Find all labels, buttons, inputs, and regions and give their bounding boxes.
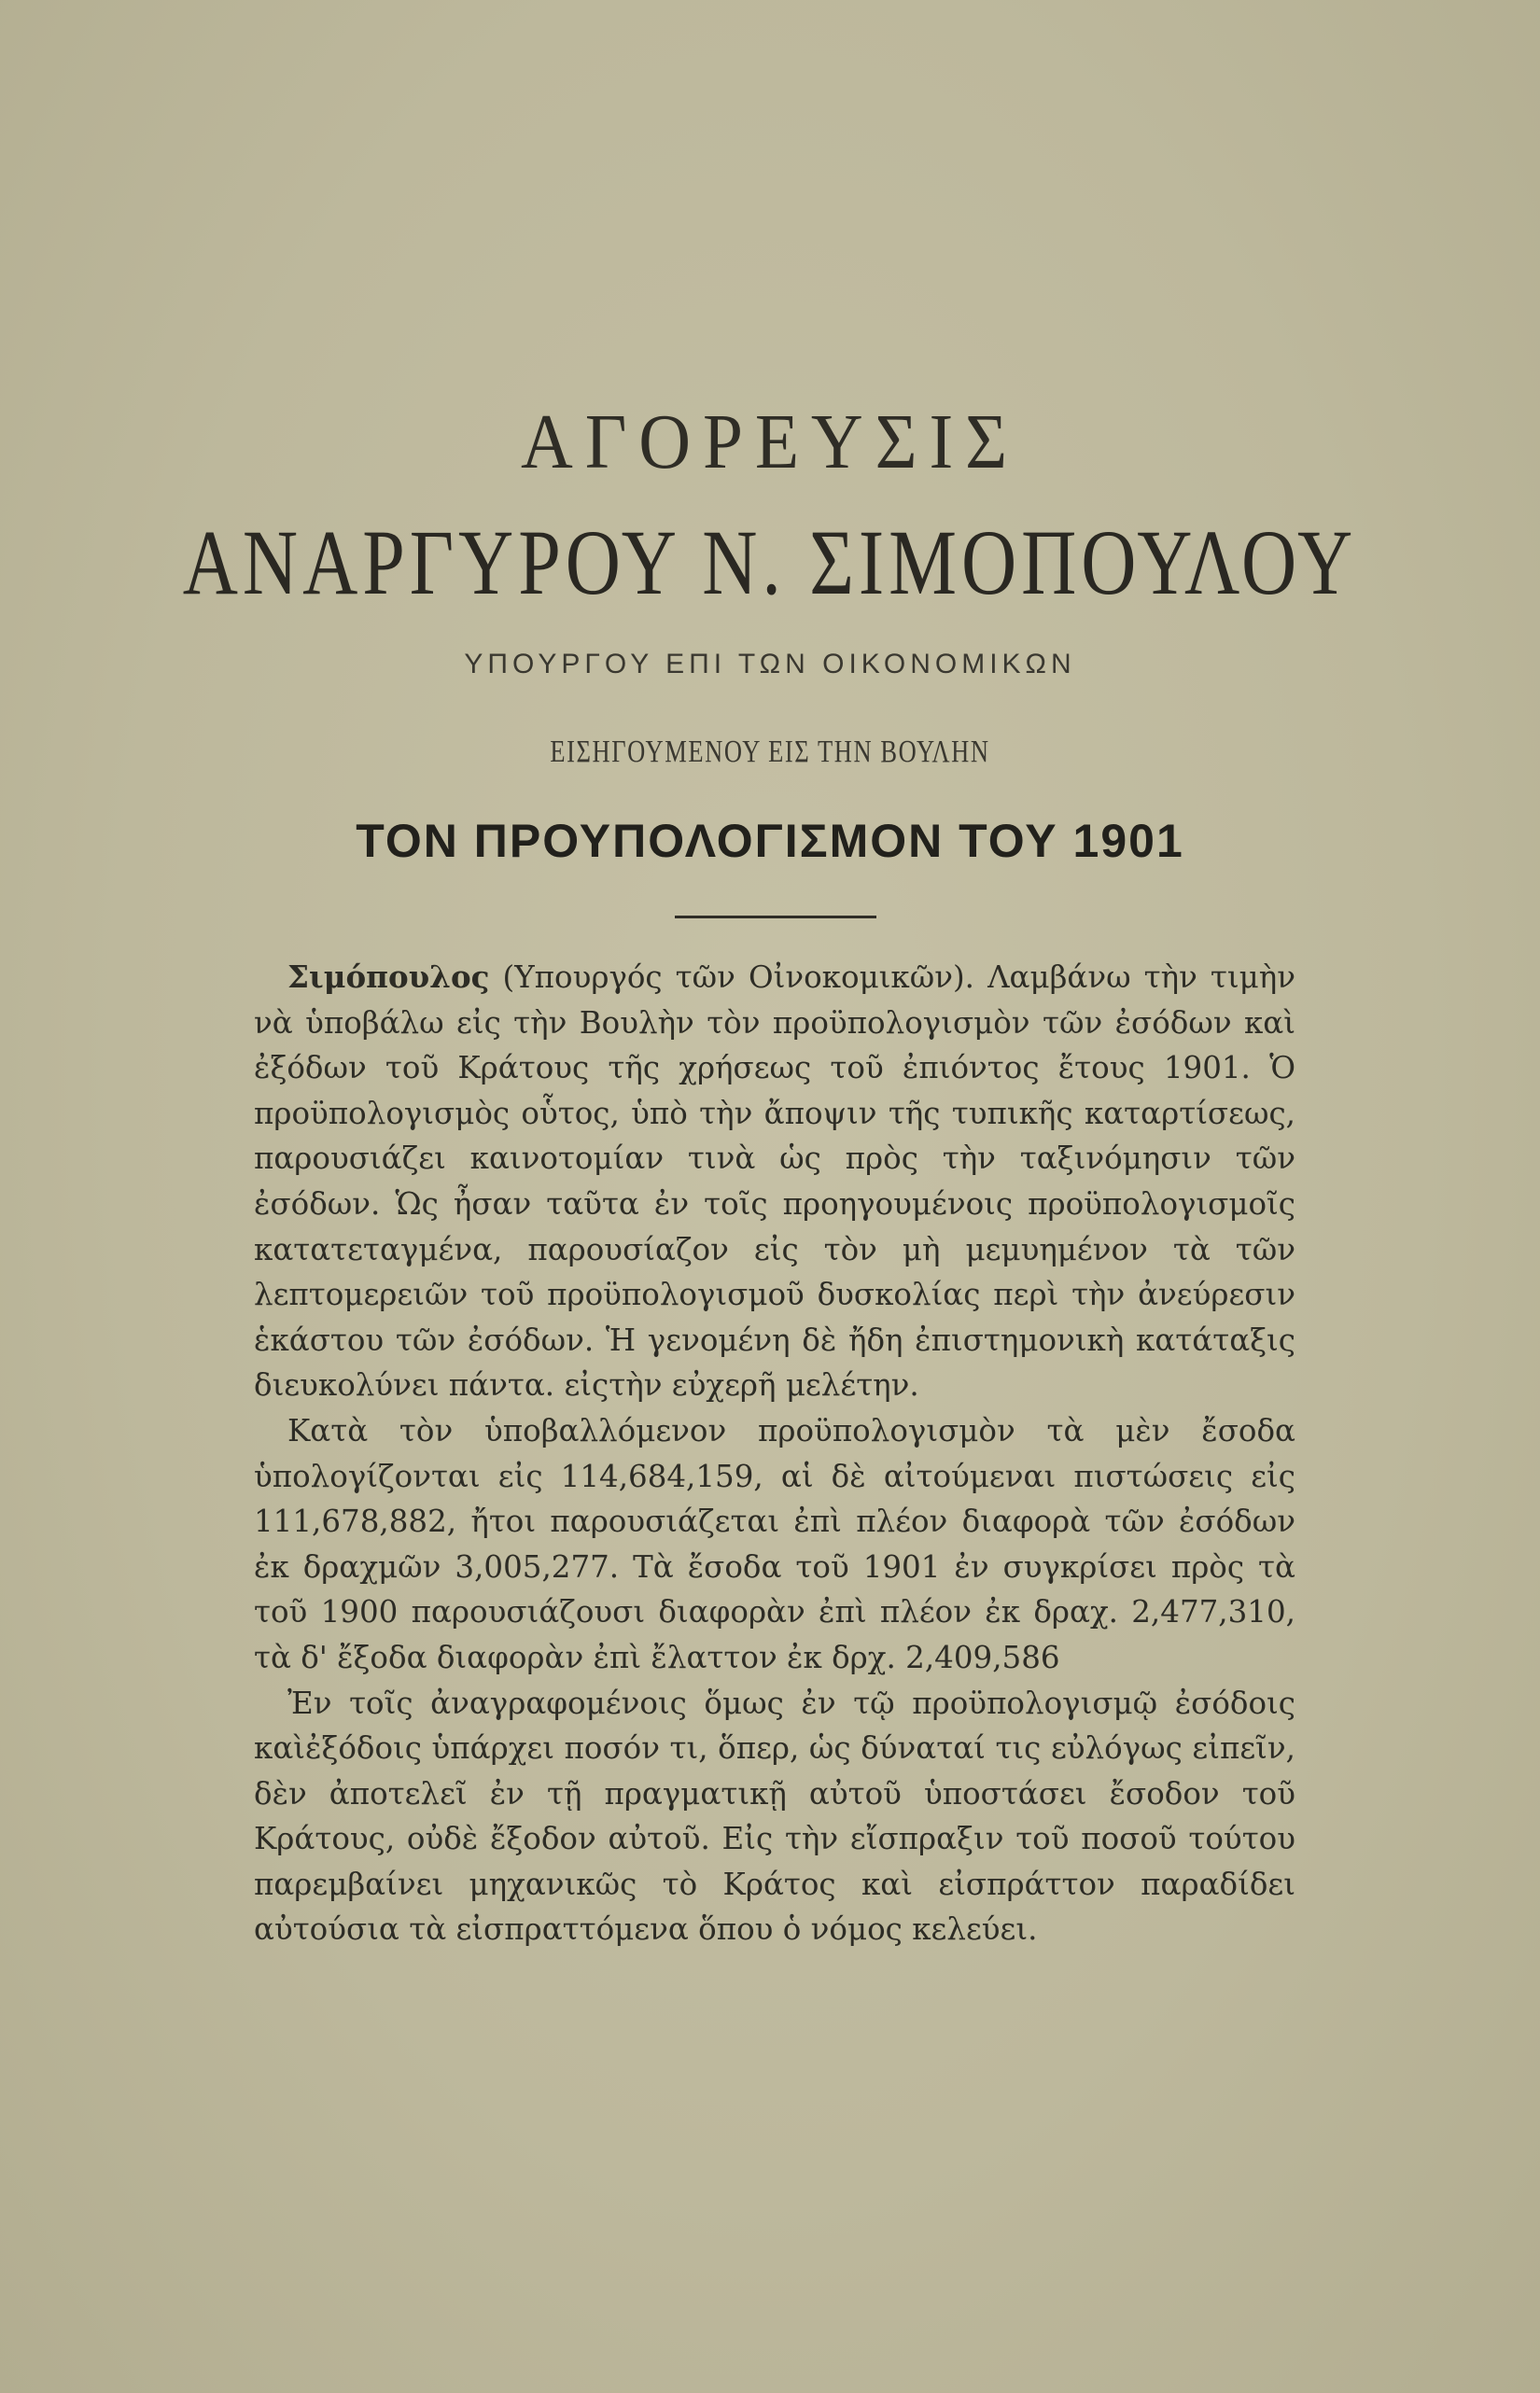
budget-title: ΤΟΝ ΠΡΟΥΠΟΛΟΓΙΣΜΟΝ ΤΟΥ 1901 <box>356 815 1184 867</box>
speaker-name: Σιμόπουλος <box>287 959 490 995</box>
author-role: ΥΠΟΥΡΓΟΥ ΕΠΙ ΤΩΝ ΟΙΚΟΝΟΜΙΚΩΝ <box>464 649 1076 679</box>
author-name: ΑΝΑΡΓΥΡΟΥ Ν. ΣΙΜΟΠΟΥΛΟΥ <box>182 511 1358 614</box>
speech-body <box>254 955 1295 1952</box>
document-title: ΑΓΟΡΕΥΣΙΣ <box>521 399 1019 485</box>
speech-paragraph-1 <box>254 955 1295 1408</box>
speech-paragraph-2: Κατὰ τὸν ὑποβαλλόμενον προϋπολογισμὸν τὰ μὲν ἔσοδα ὑπολογίζονται εἰς 114,684,159, αἱ δὲ αἰτούμεναι πιστώσεις εἰς 111,678,882, ἤτοι παρουσιάζεται ἐπὶ πλέον διαφορὰ τῶν ἐσόδων ἐκ δραχμῶν 3,005,277. Τὰ ἔσοδα τοῦ 1901 ἐν συγκρίσει πρὸς τὰ τοῦ 1900 παρουσιάζουσι διαφορὰν ἐπὶ πλέον ἐκ δραχ. 2,477,310, τὰ δ' ἔξοδα διαφορὰν ἐπὶ ἔλαττον ἐκ δρχ. 2,409,586 <box>254 1412 1295 1675</box>
speech-paragraph-3: Ἐν τοῖς ἀναγραφομένοις ὅμως ἐν τῷ προϋπολογισμῷ ἐσόδοις καὶἐξόδοις ὑπάρχει ποσόν τι, ὅπερ, ὡς δύναταί τις εὐλόγως εἰπεῖν, δὲν ἀποτελεῖ ἐν τῇ πραγματικῇ αὐτοῦ ὑποστάσει ἔσοδον τοῦ Κράτους, οὐδὲ ἔξοδον αὐτοῦ. Εἰς τὴν εἴσπραξιν τοῦ ποσοῦ τούτου παρεμβαίνει μηχανικῶς τὸ Κράτος καὶ εἰσπράττον παραδίδει αὐτούσια τὰ εἰσπραττόμενα ὅπου ὁ νόμος κελεύει. <box>254 1685 1295 1948</box>
presentation-line: ΕΙΣΗΓΟΥΜΕΝΟΥ ΕΙΣ ΤΗΝ ΒΟΥΛΗΝ <box>550 735 990 769</box>
title-divider <box>675 916 876 918</box>
paragraph-1-text: (Υπουργός τῶν Οἰνοκομικῶν). Λαμβάνω τὴν τιμὴν νὰ ὑποβάλω εἰς τὴν Βουλὴν τὸν προϋπολογισμὸν τῶν ἐσόδων καὶ ἐξόδων τοῦ Κράτους τῆς χρήσεως τοῦ ἐπιόντος ἔτους 1901. Ὁ προϋπολογισμὸς οὗτος, ὑπὸ τὴν ἄποψιν τῆς τυπικῆς καταρτίσεως, παρουσιάζει καινοτομίαν τινὰ ὡς πρὸς τὴν ταξινόμησιν τῶν ἐσόδων. Ὡς ἦσαν ταῦτα ἐν τοῖς προηγουμένοις προϋπολογισμοῖς κατατεταγμένα, παρουσίαζον εἰς τὸν μὴ μεμυημένον τὰ τῶν λεπτομερειῶν τοῦ προϋπολογισμοῦ δυσκολίας περὶ τὴν ἀνεύρεσιν ἑκάστου τῶν ἐσόδων. Ἡ γενομένη δὲ ἤδη ἐπιστημονικὴ κατάταξις διευκολύνει πάντα. εἰςτὴν εὐχερῆ μελέτην. <box>254 959 1295 1404</box>
